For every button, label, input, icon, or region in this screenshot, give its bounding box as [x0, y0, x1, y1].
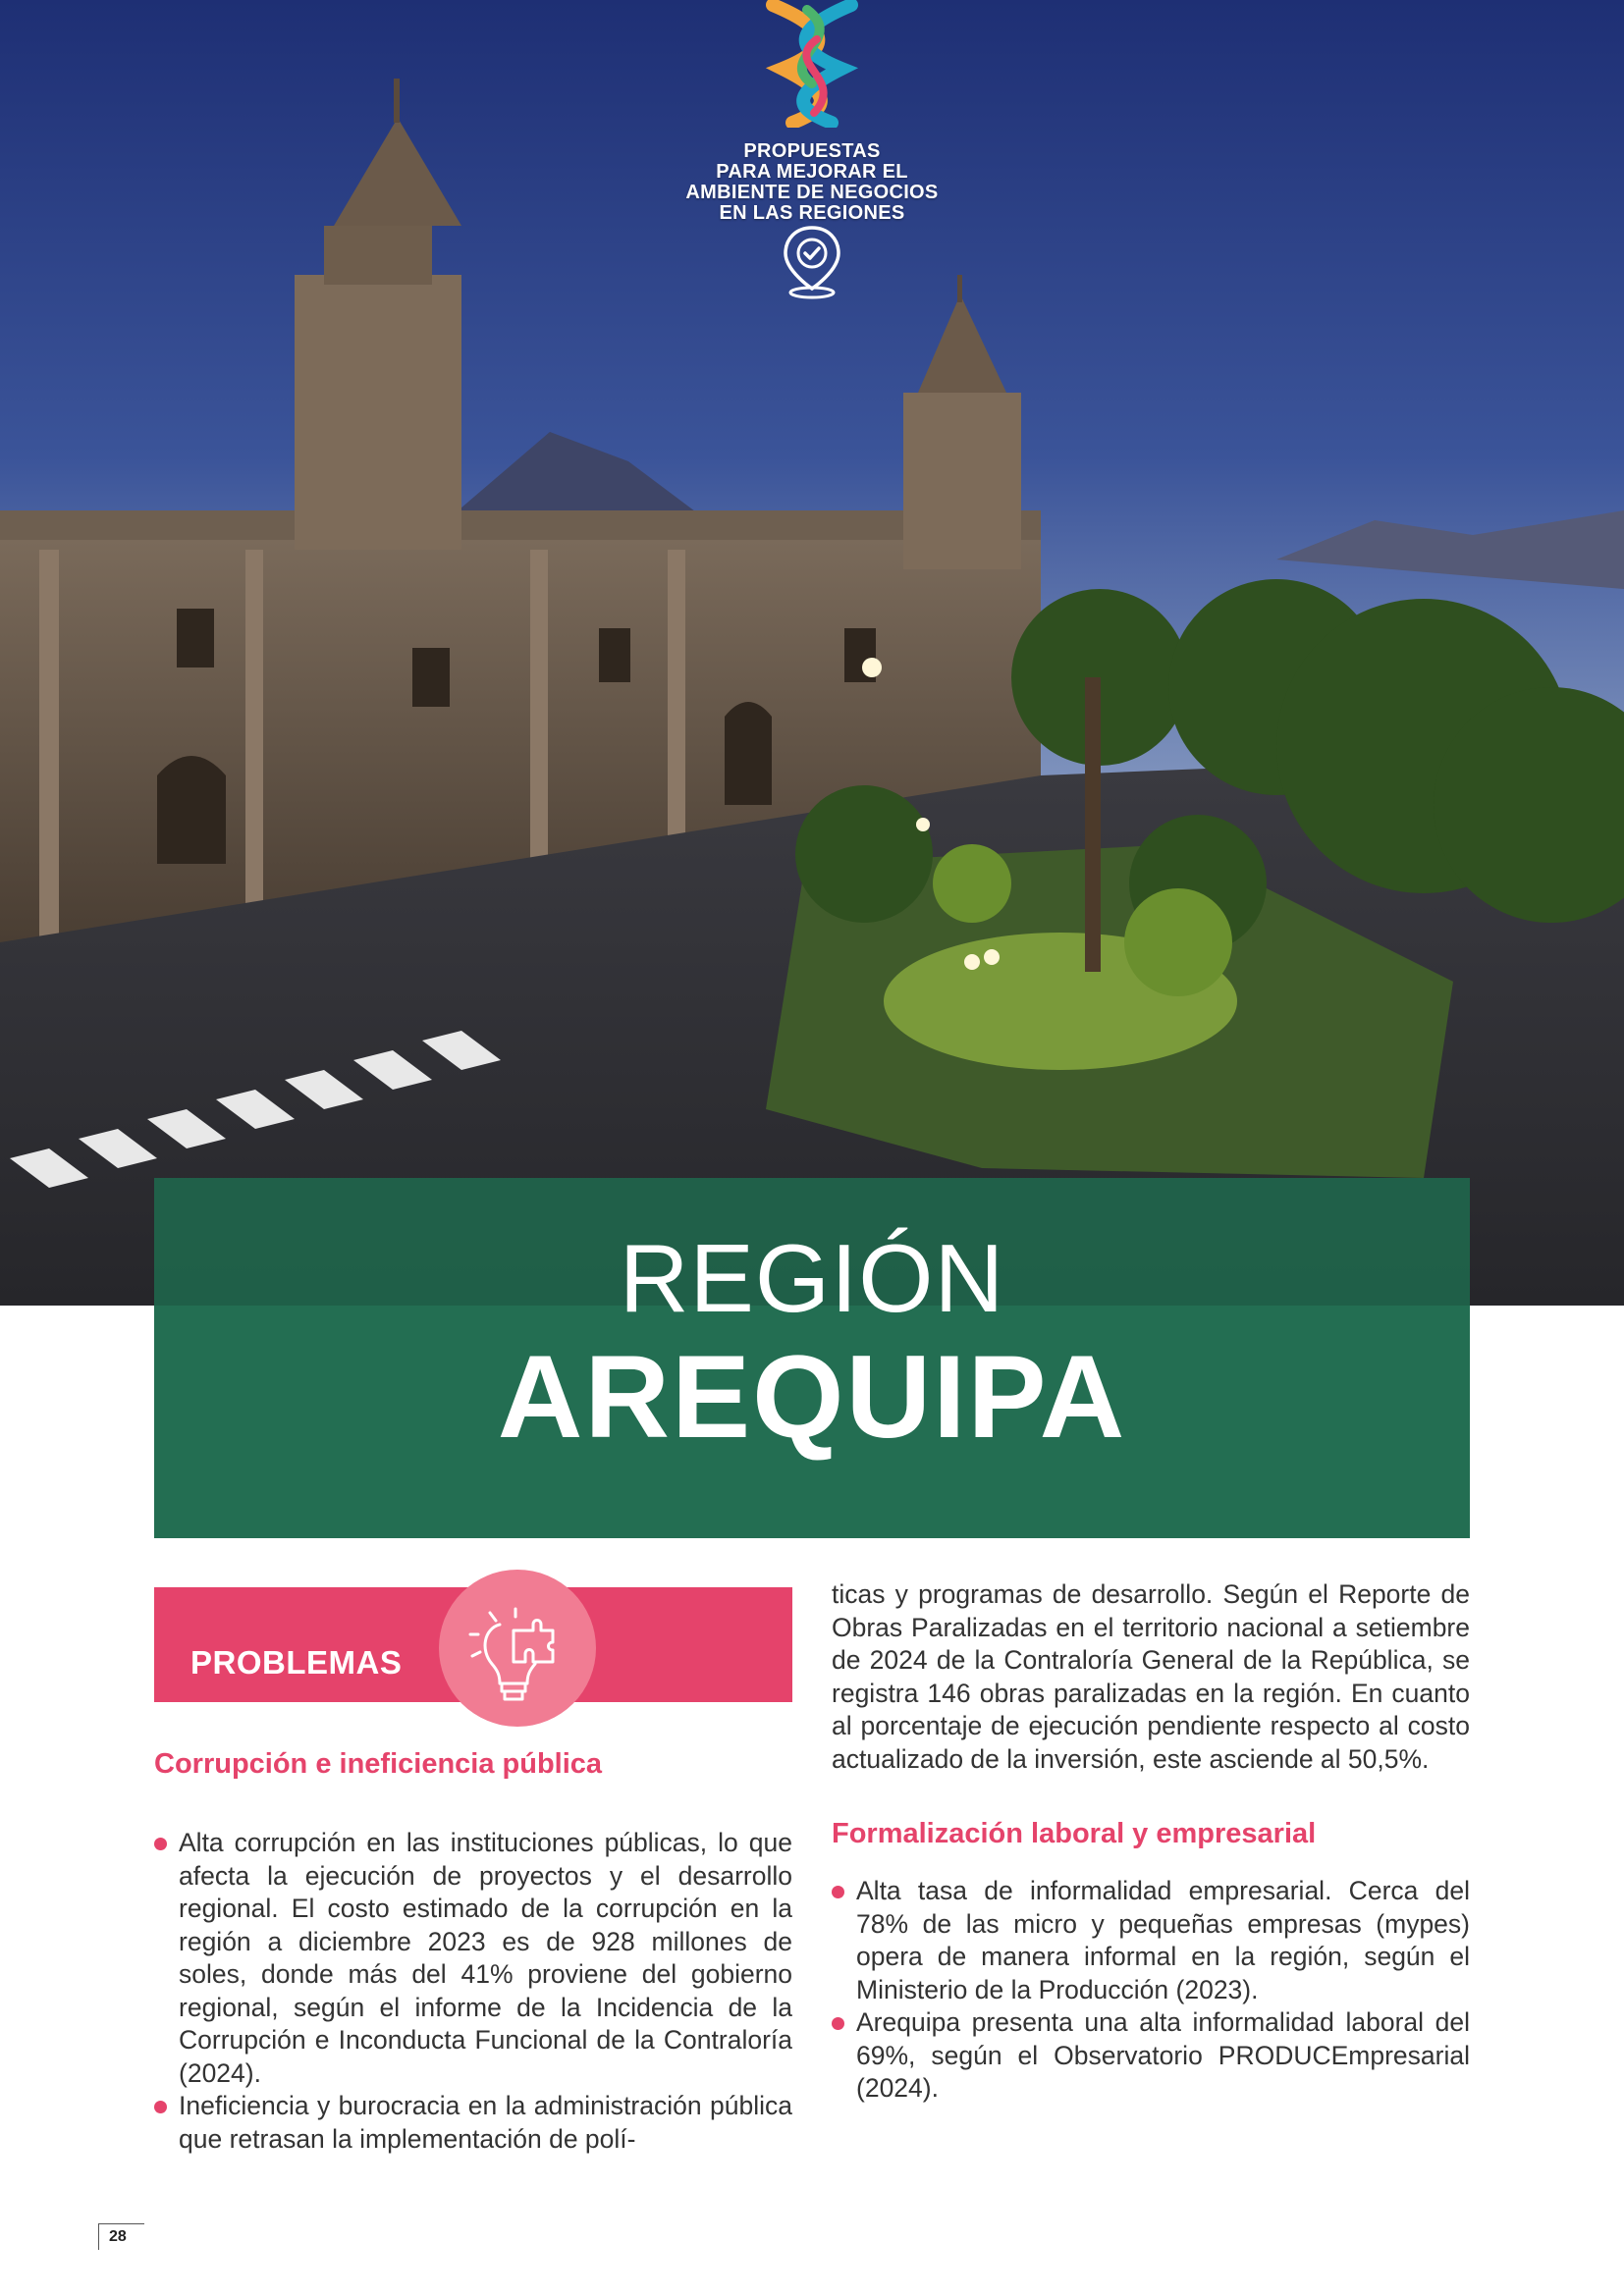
list-item — [154, 1827, 792, 2090]
bullet-icon — [832, 1886, 844, 1898]
page-number — [98, 2223, 144, 2250]
corruption-list — [154, 1827, 792, 2156]
logo-text — [616, 141, 1008, 224]
location-check-icon — [778, 224, 846, 300]
lightbulb-puzzle-icon — [439, 1570, 596, 1727]
section-heading-formalization: Formalización laboral y empresarial — [832, 1818, 1317, 1849]
region-label: REGIÓN — [619, 1224, 1005, 1332]
logo-line: PROPUESTAS — [743, 140, 881, 162]
bullet-text: Alta corrupción en las instituciones públicas, lo que afecta la ejecución de proyectos y el desarrollo regional. El costo estimado de la corrupción en la región a diciembre 2023 es de 928 millones de soles, donde más del 41% proviene del gobierno regional, según el informe de la Incidencia de la Corrupción e Inconducta Funcional de la Contraloría (2024). — [179, 1828, 792, 2088]
logo-line: EN LAS REGIONES — [719, 202, 905, 224]
bullet-icon — [832, 2017, 844, 2030]
list-item — [832, 1875, 1470, 2006]
list-item — [154, 2090, 792, 2156]
continuation-text: ticas y programas de desarrollo. Según el Reporte de Obras Paralizadas en el territorio nacional a setiembre de 2024 de la Contraloría General de la República, se registra 146 obras paralizadas en la región. En cuanto al porcentaje de ejecución pendiente respecto al costo actualizado de la inversión, este asciende al 50,5%. — [832, 1579, 1470, 1774]
region-name: AREQUIPA — [497, 1331, 1127, 1463]
problems-label: PROBLEMAS — [190, 1644, 403, 1681]
region-title-box — [154, 1178, 1470, 1538]
brand-logo-icon — [753, 0, 871, 128]
bullet-text: Arequipa presenta una alta informalidad laboral del 69%, según el Observatorio PRODUCEmpresarial (2024). — [856, 2007, 1470, 2103]
logo-line: AMBIENTE DE NEGOCIOS — [685, 182, 939, 203]
page-number-text: 28 — [109, 2228, 127, 2245]
right-column — [832, 1578, 1470, 2106]
formalization-list — [832, 1875, 1470, 2106]
logo-line: PARA MEJORAR EL — [716, 161, 908, 183]
problems-banner — [154, 1587, 792, 1702]
bullet-text: Alta tasa de informalidad empresarial. Cerca del 78% de las micro y pequeñas empresas (mypes) opera de manera informal en la región, según el Ministerio de la Producción (2023). — [856, 1876, 1470, 2004]
list-item — [832, 2006, 1470, 2106]
logo-block — [616, 0, 1008, 300]
section-heading-corruption: Corrupción e ineficiencia pública — [154, 1748, 603, 1780]
left-column — [154, 1747, 792, 2156]
problems-icon-circle — [439, 1570, 596, 1727]
bullet-icon — [154, 1838, 167, 1850]
bullet-icon — [154, 2101, 167, 2113]
bullet-text: Ineficiencia y burocracia en la administración pública que retrasan la implementación de polí- — [179, 2091, 792, 2154]
